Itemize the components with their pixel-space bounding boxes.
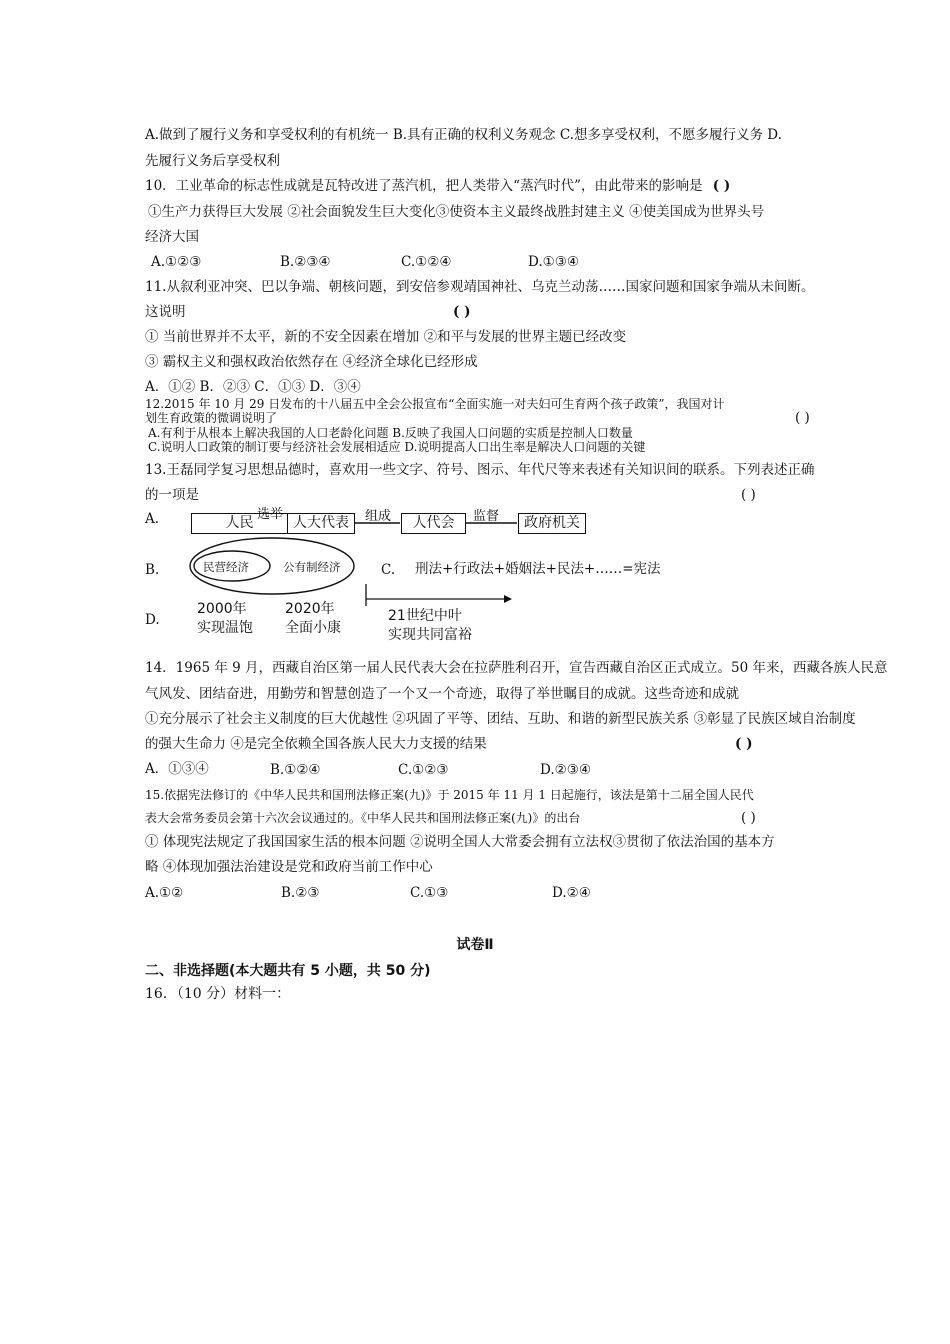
q12-stem-line1: 12.2015 年 10 月 29 日发布的十八届五中全会公报宣布“全面实施一对夫妇可生育两个孩子政策”，我国对计 (145, 397, 725, 411)
q9-options-line1: A.做到了履行义务和享受权利的有机统一 B.具有正确的权利义务观念 C.想多享受权利，不愿多履行义务 D. (145, 127, 782, 143)
q10-answer-paren: ( ) (712, 178, 731, 194)
a-arrow-label-form: 组成 (365, 509, 392, 524)
a-box-deputies: 人大代表 (287, 513, 355, 534)
q13-answer-paren: ( ) (741, 487, 756, 503)
q16-stem: 16．（10 分）材料一： (145, 986, 291, 1002)
q13-label-c: C. (381, 562, 396, 578)
q14-line4: 的强大生命力 ④是完全依赖全国各族人民大力支援的结果 ( ) (145, 736, 753, 752)
q12-options-cd: C.说明人口政策的制订要与经济社会发展相适应 D.说明提高人口出生率是解决人口问题的关键 (148, 440, 646, 454)
q15-option-d: D.②④ (552, 885, 591, 901)
d-timeline-arrowhead (504, 595, 512, 603)
q12-stem-line2: 划生育政策的微调说明了 ( ) (145, 410, 810, 426)
section-title: 二、非选择题(本大题共有 5 小题，共 50 分) (145, 963, 431, 979)
q11-stem-line2: 这说明 ( ) (145, 304, 471, 320)
q10-option-c: C.①②④ (401, 254, 452, 270)
q10-stem: 10．工业革命的标志性成就是瓦特改进了蒸汽机，把人类带入“蒸汽时代”，由此带来的影响是 ( ) (145, 178, 731, 194)
q12-answer-paren: ( ) (795, 410, 810, 426)
b-inner-label: 民营经济 (203, 560, 249, 574)
q10-option-a: A.①②③ (151, 254, 202, 270)
a-box-government: 政府机关 (518, 513, 586, 534)
q15-answer-paren: ( ) (741, 810, 756, 826)
q11-items-line2: ③ 霸权主义和强权政治依然存在 ④经济全球化已经形成 (145, 354, 478, 370)
d-year-mid21: 21世纪中叶 (388, 608, 462, 624)
a-arrow-label-elect: 选举 (257, 507, 284, 522)
paper2-title: 试卷Ⅱ (456, 937, 494, 953)
q13-label-a: A. (145, 511, 160, 527)
q11-stem-line1: 11.从叙利亚冲突、巴以争端、朝核问题，到安倍参观靖国神社、乌克兰动荡……国家问题和国家争端从未间断。 (145, 279, 815, 295)
q11-answer-paren: ( ) (453, 304, 471, 320)
q15-option-c: C.①③ (410, 885, 449, 901)
b-outer-label: 公有制经济 (283, 560, 341, 574)
a-arrow-label-supervise: 监督 (473, 509, 500, 524)
q11-items-line1: ① 当前世界并不太平，新的不安全因素在增加 ②和平与发展的世界主题已经改变 (145, 329, 627, 345)
q15-items-line1: ① 体现宪法规定了我国国家生活的根本问题 ②说明全国人大常委会拥有立法权③贯彻了依法治国的基本方 (145, 834, 775, 850)
q10-items-line2: 经济大国 (145, 229, 199, 245)
q12-options-ab: A.有利于从根本上解决我国的人口老龄化问题 B.反映了我国人口问题的实质是控制人口数量 (148, 426, 633, 440)
q14-option-b: B.①②④ (270, 762, 321, 778)
q13-stem-line2: 的一项是 ( ) (145, 487, 756, 503)
q15-line2: 表大会常务委员会第十六次会议通过的。《中华人民共和国刑法修正案(九)》的出台 ( ) (145, 810, 756, 826)
q10-option-d: D.①③④ (528, 254, 579, 270)
q15-items-line2: 略 ④体现加强法治建设是党和政府当前工作中心 (145, 859, 433, 875)
d-year-2000: 2000年 (197, 601, 247, 617)
q15-option-b: B.②③ (281, 885, 320, 901)
d-text-2000: 实现温饱 (197, 620, 253, 636)
a-box-congress: 人代会 (401, 513, 466, 534)
q13-stem-line1: 13.王磊同学复习思想品德时，喜欢用一些文字、符号、图示、年代尺等来表述有关知识间的联系。下列表述正确 (145, 462, 815, 478)
d-year-2020: 2020年 (285, 601, 335, 617)
q9-options-line2: 先履行义务后享受权利 (145, 153, 280, 169)
q14-option-a: A．①③④ (145, 761, 209, 777)
q13-label-d: D. (145, 612, 160, 628)
d-text-2020: 全面小康 (285, 620, 341, 636)
q15-option-a: A.①② (145, 885, 184, 901)
q14-line2: 气风发、团结奋进，用勤劳和智慧创造了一个又一个奇迹，取得了举世瞩目的成就。这些奇迹和成就 (145, 686, 739, 702)
q13-label-b: B. (145, 562, 160, 578)
q14-option-c: C.①②③ (398, 762, 449, 778)
q11-options: A．①② B．②③ C．①③ D．③④ (145, 379, 361, 395)
q14-option-d: D.②③④ (540, 762, 591, 778)
q10-option-b: B.②③④ (280, 254, 331, 270)
a-box-people: 人民 (191, 513, 288, 534)
q10-items-line1: ①生产力获得巨大发展 ②社会面貌发生巨大变化③使资本主义最终战胜封建主义 ④使美国成为世界头号 (148, 204, 765, 220)
q14-line3: ①充分展示了社会主义制度的巨大优越性 ②巩固了平等、团结、互助、和谐的新型民族关系 ③彰显了民族区域自治制度 (145, 711, 856, 727)
q15-line1: 15.依据宪法修订的《中华人民共和国刑法修正案(九)》于 2015 年 11 月 1 日起施行，该法是第十二届全国人民代 (145, 788, 754, 802)
d-text-mid21: 实现共同富裕 (388, 627, 472, 643)
q14-line1: 14．1965 年 9 月，西藏自治区第一届人民代表大会在拉萨胜利召开，宣告西藏自治区正式成立。50 年来，西藏各族人民意 (145, 660, 888, 676)
c-formula: 刑法+行政法+婚姻法+民法+……=宪法 (415, 561, 661, 577)
q14-answer-paren: ( ) (735, 736, 753, 752)
